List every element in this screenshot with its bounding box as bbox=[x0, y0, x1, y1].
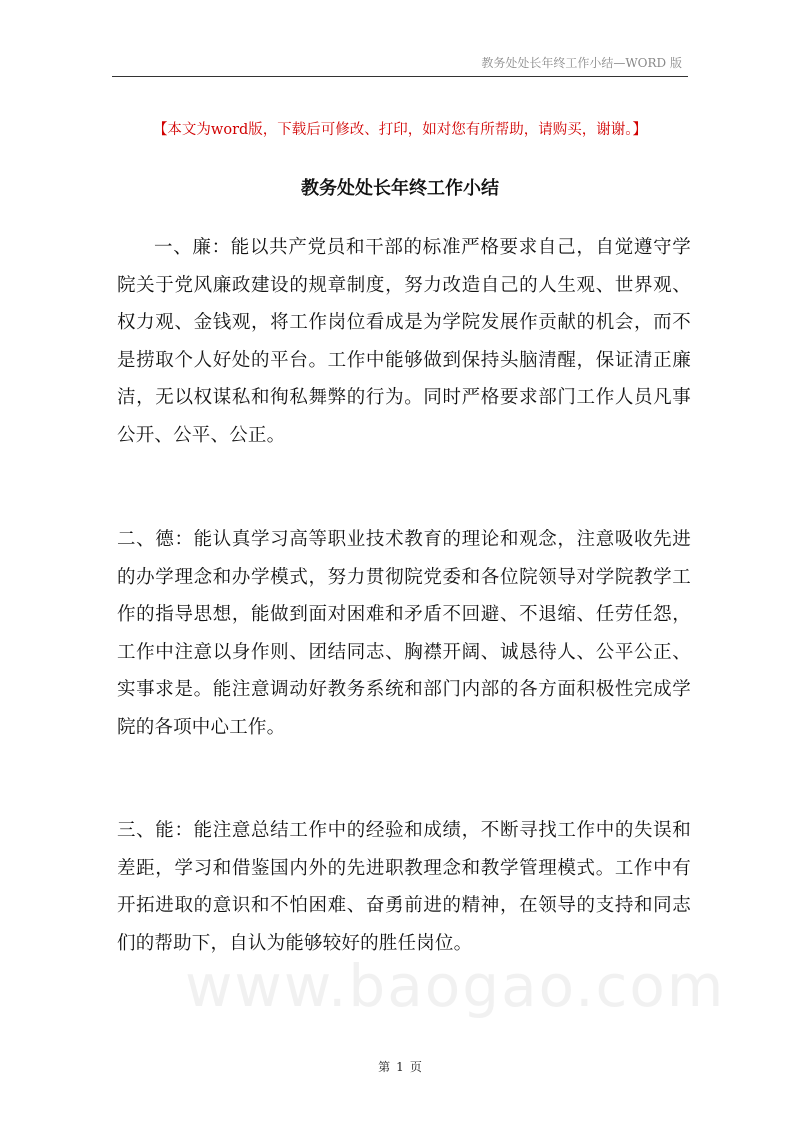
paragraph-morality: 二、德：能认真学习高等职业技术教育的理论和观念，注意吸收先进的办学理念和办学模式，努力贯彻院党委和各位院领导对学院教学工作的指导思想，能做到面对困难和矛盾不回避、不退缩、任劳任怨，工作中注意以身作则、团结同志、胸襟开阔、诚恳待人、公平公正、实事求是。能注意调动好教务系统和部门内部的各方面积极性完成学院的各项中心工作。 bbox=[117, 529, 691, 738]
document-title: 教务处处长年终工作小结 bbox=[301, 178, 499, 199]
paragraph-integrity: 一、廉：能以共产党员和干部的标准严格要求自己，自觉遵守学院关于党风廉政建设的规章制度，努力改造自己的人生观、世界观、权力观、金钱观，将工作岗位看成是为学院发展作贡献的机会，而不是捞取个人好处的平台。工作中能够做到保持头脑清醒，保证清正廉洁，无以权谋私和徇私舞弊的行为。同时严格要求部门工作人员凡事公开、公平、公正。 bbox=[117, 237, 691, 446]
page-prefix: 第 bbox=[378, 1060, 391, 1074]
header-divider bbox=[112, 76, 688, 77]
page-footer bbox=[0, 1058, 800, 1075]
running-header: 教务处处长年终工作小结—WORD 版 bbox=[481, 56, 682, 70]
page-number: 1 bbox=[396, 1060, 404, 1074]
watermark: www.baogao.com bbox=[185, 952, 726, 1020]
paragraph-ability: 三、能：能注意总结工作中的经验和成绩，不断寻找工作中的失误和差距，学习和借鉴国内外的先进职教理念和教学管理模式。工作中有开拓进取的意识和不怕困难、奋勇前进的精神，在领导的支持和同志们的帮助下，自认为能够较好的胜任岗位。 bbox=[117, 820, 691, 954]
page-suffix: 页 bbox=[409, 1060, 422, 1074]
purchase-notice: 【本文为word版，下载后可修改、打印，如对您有所帮助，请购买，谢谢。】 bbox=[152, 122, 648, 138]
